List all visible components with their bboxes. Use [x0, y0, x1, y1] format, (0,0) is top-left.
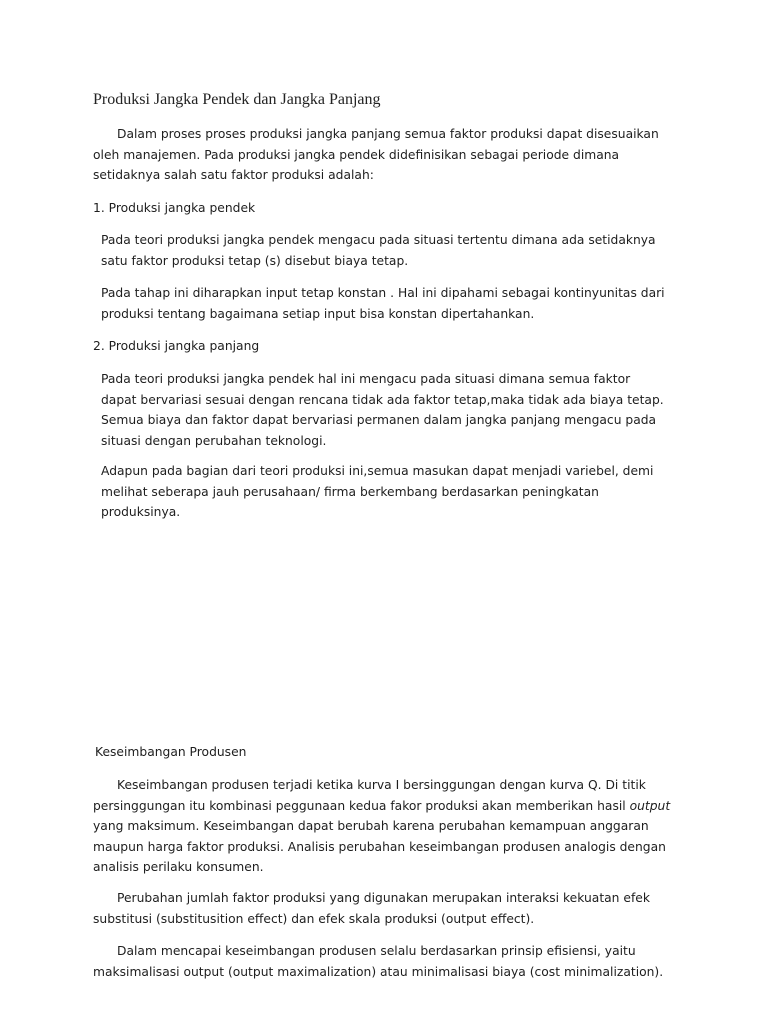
producer-equilibrium-paragraph-2: Perubahan jumlah faktor produksi yang digunakan merupakan interaksi kekuatan efek substitusi (substitusition effect) dan efek skala produksi (output effect). — [93, 891, 650, 926]
section-heading-producer-equilibrium: Keseimbangan Produsen — [95, 745, 247, 759]
long-run-paragraph-2: Adapun pada bagian dari teori produksi ini,semua masukan dapat menjadi variebel, demi melihat seberapa jauh perusahaan/ firma berkembang berdasarkan peningkatan produksinya. — [101, 464, 654, 519]
intro-paragraph: Dalam proses proses produksi jangka panjang semua faktor produksi dapat disesuaikan oleh manajemen. Pada produksi jangka pendek didefinisikan sebagai periode dimana setidaknya salah satu faktor produksi adalah: — [93, 127, 659, 182]
paragraph-text: yang maksimum. Keseimbangan dapat berubah karena perubahan kemampuan anggaran maupun harga faktor produksi. Analisis perubahan keseimbangan produsen analogis dengan analisis perilaku konsumen. — [93, 819, 666, 874]
producer-equilibrium-paragraph-1 — [93, 775, 673, 878]
paragraph-text: Keseimbangan produsen terjadi ketika kurva I bersinggungan dengan kurva Q. Di titik persinggungan itu kombinasi peggunaan kedua fakor produksi akan memberikan hasil — [93, 778, 646, 813]
section-heading-long-run: 2. Produksi jangka panjang — [93, 339, 260, 353]
producer-equilibrium-paragraph-3: Dalam mencapai keseimbangan produsen selalu berdasarkan prinsip efisiensi, yaitu maksimalisasi output (output maximalization) atau minimalisasi biaya (cost minimalization). — [93, 944, 664, 979]
section-heading-short-run: 1. Produksi jangka pendek — [93, 201, 256, 215]
document-title: Produksi Jangka Pendek dan Jangka Panjang — [93, 91, 381, 108]
long-run-paragraph-1: Pada teori produksi jangka pendek hal ini mengacu pada situasi dimana semua faktor dapat bervariasi sesuai dengan rencana tidak ada faktor tetap,maka tidak ada biaya tetap. Semua biaya dan faktor dapat bervariasi permanen dalam jangka panjang mengacu pada situasi dengan perubahan teknologi. — [101, 372, 664, 448]
short-run-paragraph-1: Pada teori produksi jangka pendek mengacu pada situasi tertentu dimana ada setidaknya satu faktor produksi tetap (s) disebut biaya tetap. — [101, 233, 656, 268]
italic-term-output: output — [629, 798, 671, 813]
short-run-paragraph-2: Pada tahap ini diharapkan input tetap konstan . Hal ini dipahami sebagai kontinyunitas dari produksi tentang bagaimana setiap input bisa konstan dipertahankan. — [101, 286, 665, 321]
